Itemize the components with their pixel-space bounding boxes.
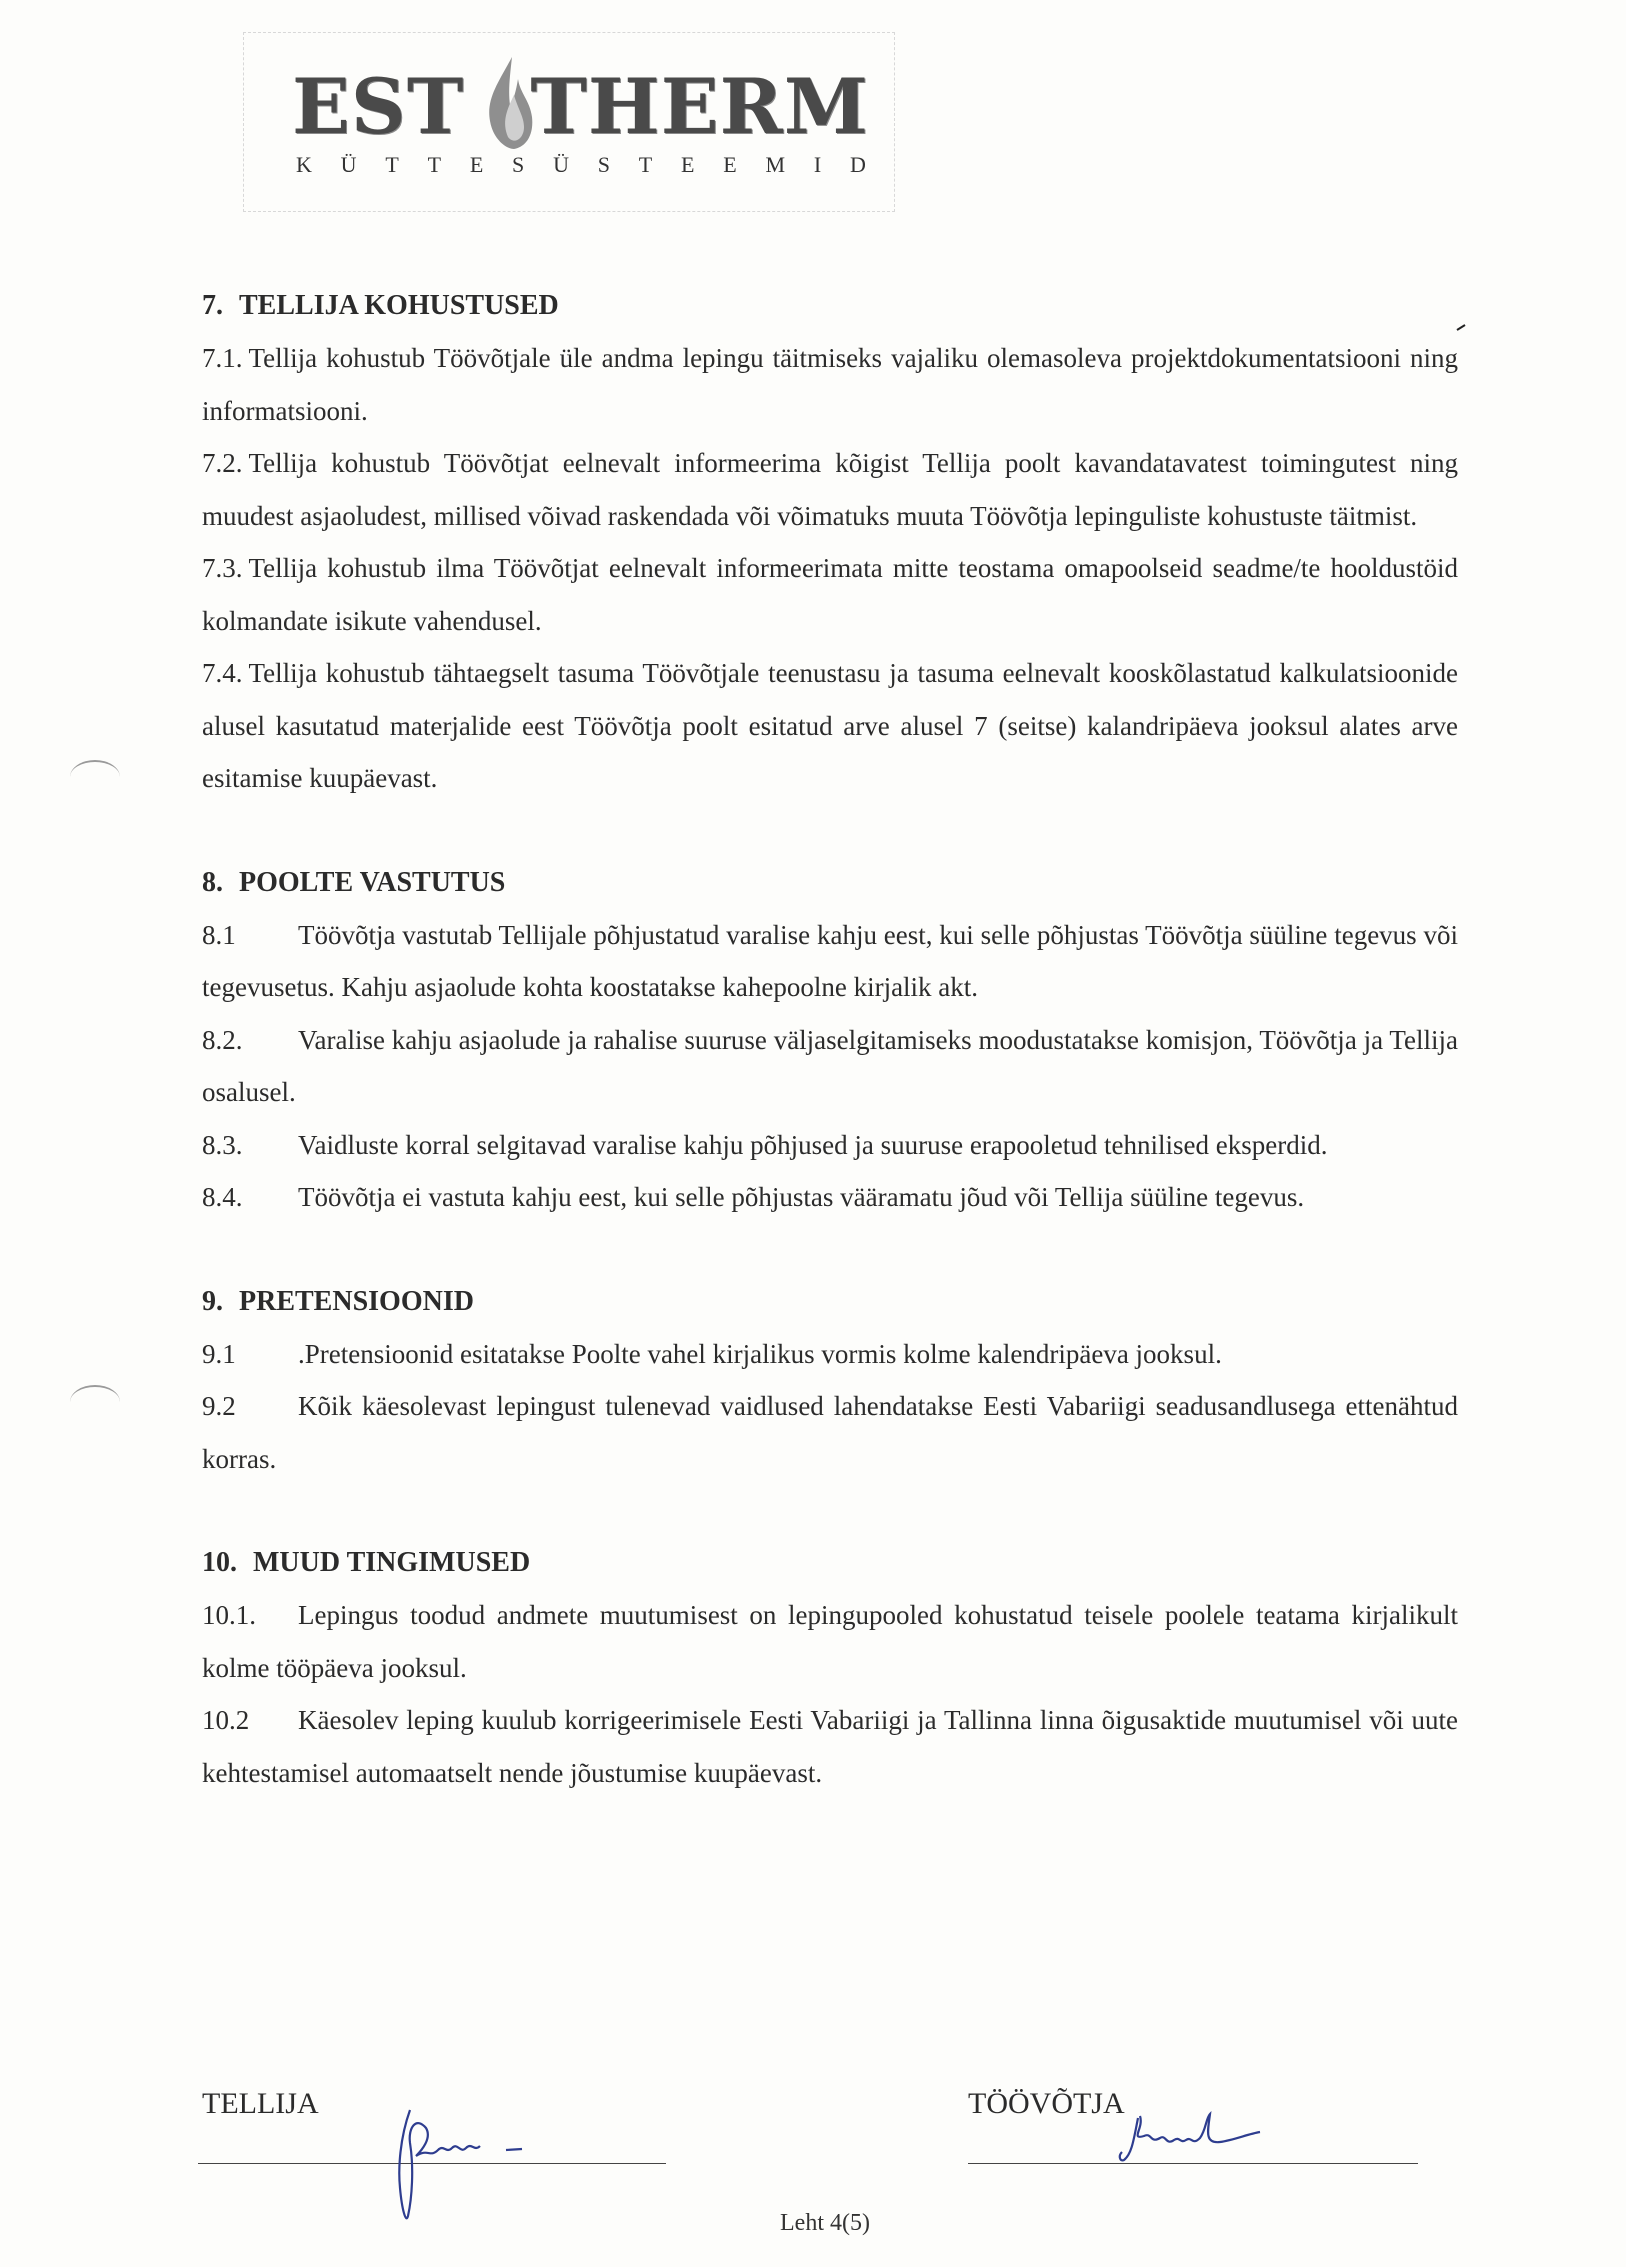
section [202, 280, 1458, 805]
logo-subtitle-letter: I [813, 152, 822, 177]
clause-text: Varalise kahju asjaolude ja rahalise suuruse väljaselgitamiseks moodustatakse komisjon, Töövõtja ja Tellija osalusel. [202, 1024, 1458, 1107]
clause-paragraph [202, 1694, 1458, 1799]
section-heading [202, 280, 1458, 332]
section [202, 857, 1458, 1224]
clause-number: 7.2. [202, 448, 243, 478]
clause-number: 7.3. [202, 553, 243, 583]
clause-number: 7.1. [202, 343, 243, 373]
signature-label-contractor: TÖÖVÕTJA [968, 2087, 1125, 2120]
clause-paragraph [202, 1589, 1458, 1694]
flame-icon [480, 55, 540, 151]
clause-text: Tellija kohustub tähtaegselt tasuma Töövõtjale teenustasu ja tasuma eelnevalt kooskõlastatud kalkulatsioonide alusel kasutatud materjalide eest Töövõtja poolt esitatud arve alusel 7 (seitse) kalandripäeva jooksul alates arve esitamise kuupäevast. [202, 658, 1458, 793]
clause-text: Töövõtja ei vastuta kahju eest, kui selle põhjustas vääramatu jõud või Tellija süüline tegevus. [298, 1182, 1305, 1212]
logo-subtitle-letter: T [427, 152, 442, 177]
logo-subtitle-letter: K [296, 152, 312, 177]
section-heading [202, 1276, 1458, 1328]
clause-paragraph [202, 1328, 1458, 1381]
logo-subtitle-letter: M [765, 152, 786, 177]
clause-number: 10.2 [202, 1705, 250, 1735]
logo-subtitle-letter: D [849, 152, 866, 177]
punch-hole-mark [70, 1385, 120, 1419]
clause-number: 8.3. [202, 1129, 243, 1160]
logo-brand-left: EST [292, 62, 465, 151]
clause-number: 8.2. [202, 1024, 243, 1055]
logo-subtitle-letter: Ü [340, 152, 357, 177]
logo-subtitle-letter: E [469, 152, 484, 177]
clause-text: .Pretensioonid esitatakse Poolte vahel kirjalikus vormis kolme kalendripäeva jooksul. [298, 1338, 1222, 1369]
logo-brand-right: THERM [530, 62, 869, 151]
logo-subtitle-letter: E [723, 152, 737, 177]
clause-paragraph [202, 1014, 1458, 1119]
clause-text: Töövõtja vastutab Tellijale põhjustatud varalise kahju eest, kui selle põhjustas Töövõtja süüline tegevus või tegevusetus. Kahju asjaolude kohta koostatakse kahepoolne kirjalik akt. [202, 919, 1458, 1002]
section-heading [202, 1537, 1458, 1589]
clause-text: Tellija kohustub ilma Töövõtjat eelnevalt informeerimata mitte teostama omapoolseid seadme/te hooldustöid kolmandate isikute vahendusel. [202, 553, 1458, 636]
client-handwritten-signature [380, 2098, 560, 2228]
logo-subtitle-letter: E [681, 152, 695, 177]
clause-number: 9.2 [202, 1391, 236, 1421]
logo-subtitle-letter: S [597, 152, 610, 177]
clause-paragraph [202, 1380, 1458, 1485]
section-number: 7. [202, 290, 223, 321]
clause-number: 9.1 [202, 1338, 236, 1369]
logo-subtitle-letter: T [638, 152, 653, 177]
company-logo [292, 62, 869, 152]
clause-number: 7.4. [202, 658, 243, 688]
section-number: 10. [202, 1547, 237, 1578]
pen-mark [1456, 322, 1466, 332]
section-title: MUUD TINGIMUSED [253, 1547, 531, 1578]
clause-text: Käesolev leping kuulub korrigeerimisele Eesti Vabariigi ja Tallinna linna õigusaktide muutumisel või uute kehtestamisel automaatselt nende jõustumise kuupäevast. [202, 1705, 1458, 1788]
section-title: TELLIJA KOHUSTUSED [239, 290, 559, 321]
logo-subtitle-letter: Ü [553, 152, 569, 177]
page-number: Leht 4(5) [780, 2210, 870, 2236]
signature-label-client: TELLIJA [202, 2087, 319, 2120]
clause-text: Lepingus toodud andmete muutumisest on lepingupooled kohustatud teisele poolele teatama kirjalikult kolme tööpäeva jooksul. [202, 1600, 1458, 1683]
document-body [202, 280, 1458, 1851]
clause-paragraph [202, 332, 1458, 437]
clause-number: 8.4. [202, 1182, 243, 1212]
clause-number: 8.1 [202, 919, 236, 950]
clause-paragraph [202, 909, 1458, 1014]
section-title: POOLTE VASTUTUS [239, 866, 506, 898]
clause-text: Vaidluste korral selgitavad varalise kahju põhjused ja suuruse erapooletud tehnilised eksperdid. [298, 1129, 1328, 1160]
clause-paragraph [202, 437, 1458, 542]
contractor-handwritten-signature [1110, 2098, 1270, 2168]
section-heading [202, 857, 1458, 909]
logo-subtitle [296, 152, 866, 178]
section [202, 1276, 1458, 1486]
logo-subtitle-letter: S [512, 152, 525, 177]
punch-hole-mark [70, 760, 120, 794]
clause-text: Tellija kohustub Töövõtjale üle andma lepingu täitmiseks vajaliku olemasoleva projektdokumentatsiooni ning informatsiooni. [202, 343, 1458, 426]
clause-paragraph [202, 1171, 1458, 1224]
clause-paragraph [202, 542, 1458, 647]
section-number: 9. [202, 1285, 223, 1317]
clause-number: 10.1. [202, 1600, 256, 1630]
clause-paragraph [202, 1119, 1458, 1172]
clause-paragraph [202, 647, 1458, 805]
section [202, 1537, 1458, 1799]
clause-text: Tellija kohustub Töövõtjat eelnevalt informeerima kõigist Tellija poolt kavandatavatest toimingutest ning muudest asjaoludest, millised võivad raskendada või võimatuks muuta Töövõtja lepinguliste kohustuste täitmist. [202, 448, 1458, 531]
section-title: PRETENSIOONID [239, 1285, 474, 1317]
clause-text: Kõik käesolevast lepingust tulenevad vaidlused lahendatakse Eesti Vabariigi seadusandlusega ettenähtud korras. [202, 1391, 1458, 1474]
logo-subtitle-letter: T [385, 152, 399, 177]
section-number: 8. [202, 866, 223, 898]
